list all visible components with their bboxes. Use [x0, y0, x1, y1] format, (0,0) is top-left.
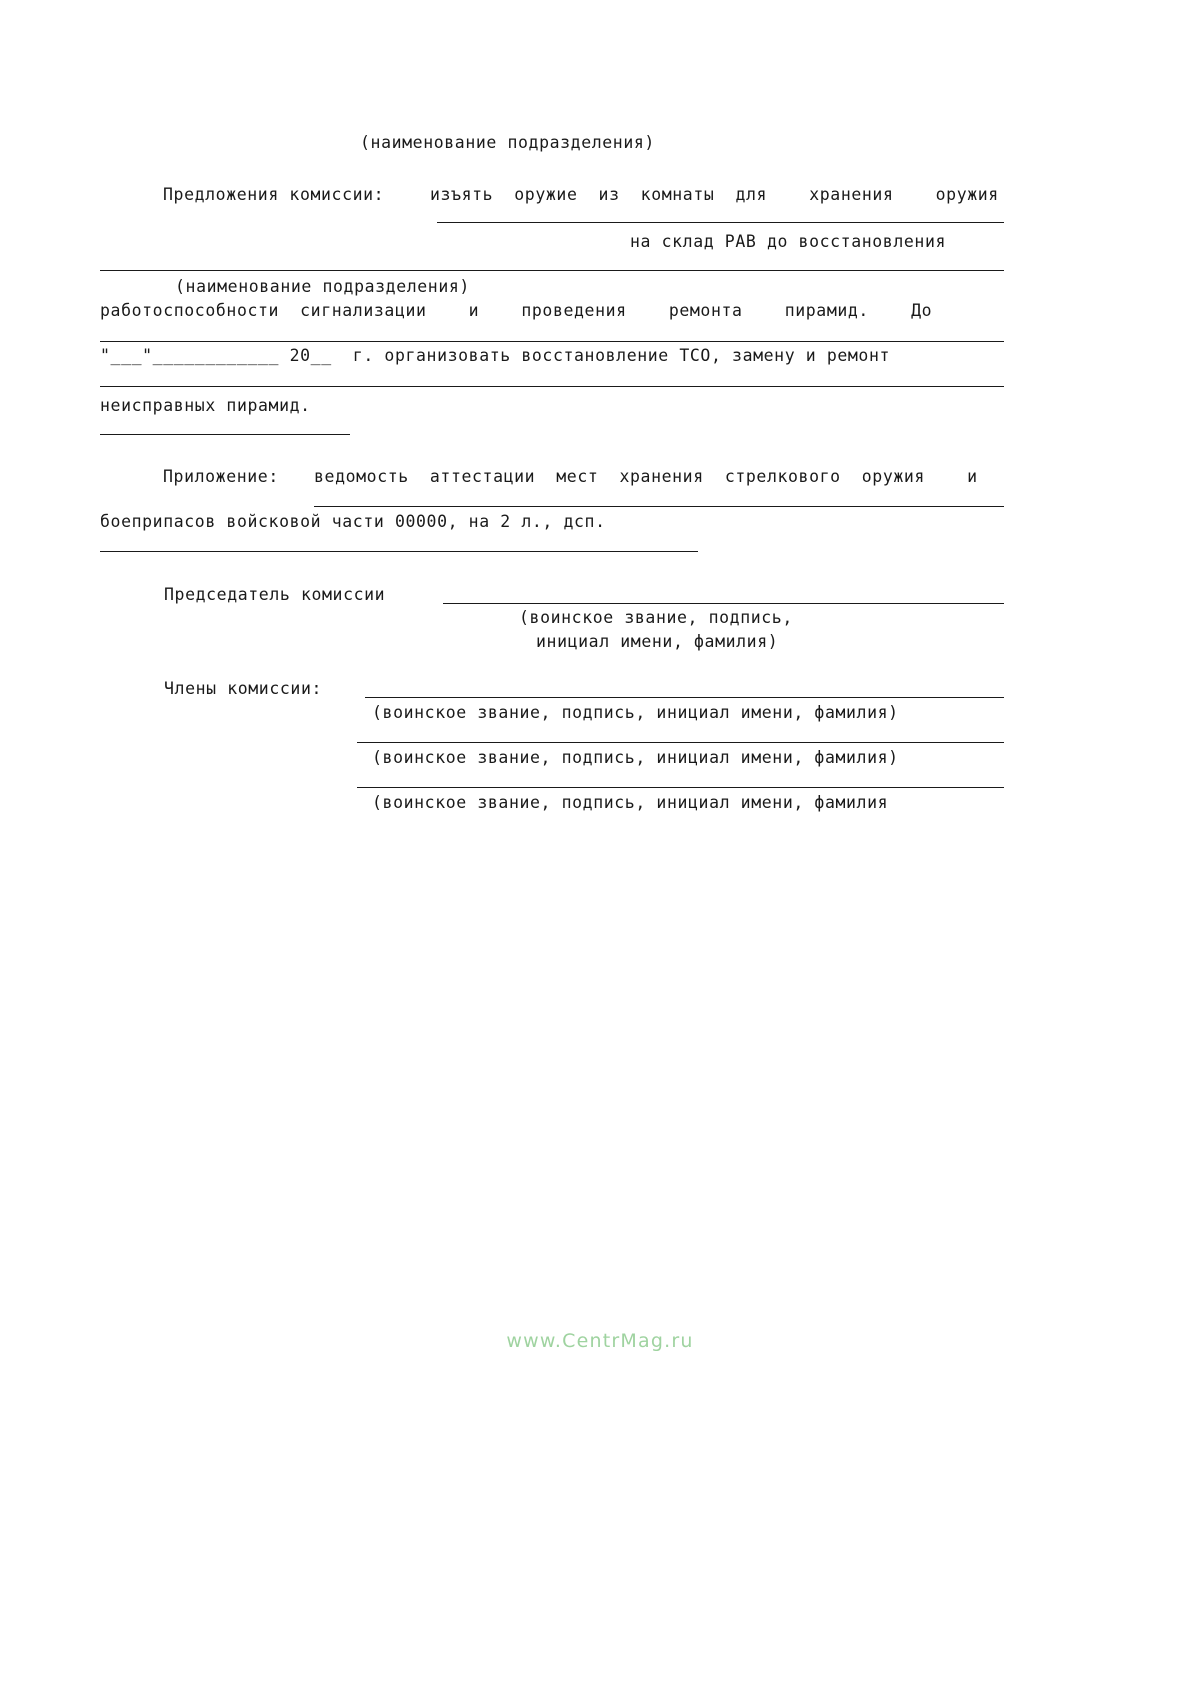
attachment-lead: Приложение:: [163, 467, 279, 486]
proposal-line-1: изъять оружие из комнаты для хранения оружия: [430, 185, 999, 204]
attachment-line-2: боеприпасов войсковой части 00000, на 2 л., дсп.: [100, 512, 606, 531]
watermark: www.CentrMag.ru: [506, 1330, 694, 1352]
attachment-line-1: ведомость аттестации мест хранения стрелкового оружия и: [314, 467, 978, 486]
fill-rule-7: [100, 551, 698, 552]
fill-rule-5: [100, 434, 350, 435]
fill-rule-1: [437, 222, 1004, 223]
fill-rule-4: [100, 386, 1004, 387]
proposal-line-5: неисправных пирамид.: [100, 396, 311, 415]
caption-subdivision-top: (наименование подразделения): [360, 133, 655, 152]
chairman-label: Председатель комиссии: [164, 585, 386, 604]
fill-rule-2: [100, 270, 1004, 271]
members-label: Члены комиссии:: [164, 679, 323, 698]
member-caption-1: (воинское звание, подпись, инициал имени, фамилия): [372, 703, 899, 722]
proposal-line-4: "___"____________ 20__ г. организовать восстановление ТСО, замену и ремонт: [100, 346, 891, 365]
chairman-signature-rule: [443, 603, 1004, 604]
member-caption-2: (воинское звание, подпись, инициал имени, фамилия): [372, 748, 899, 767]
member-signature-rule-1: [365, 697, 1004, 698]
member-signature-rule-2: [357, 742, 1004, 743]
caption-subdivision-mid: (наименование подразделения): [175, 277, 470, 296]
proposal-lead: Предложения комиссии:: [163, 185, 385, 204]
fill-rule-3: [100, 341, 1004, 342]
fill-rule-6: [314, 506, 1004, 507]
member-caption-3: (воинское звание, подпись, инициал имени, фамилия: [372, 793, 889, 812]
proposal-line-2: на склад РАВ до восстановления: [630, 232, 947, 251]
proposal-line-3: работоспособности сигнализации и проведения ремонта пирамид. До: [100, 301, 933, 320]
chairman-caption-line-2: инициал имени, фамилия): [536, 632, 779, 651]
chairman-caption-line-1: (воинское звание, подпись,: [519, 608, 793, 627]
member-signature-rule-3: [357, 787, 1004, 788]
